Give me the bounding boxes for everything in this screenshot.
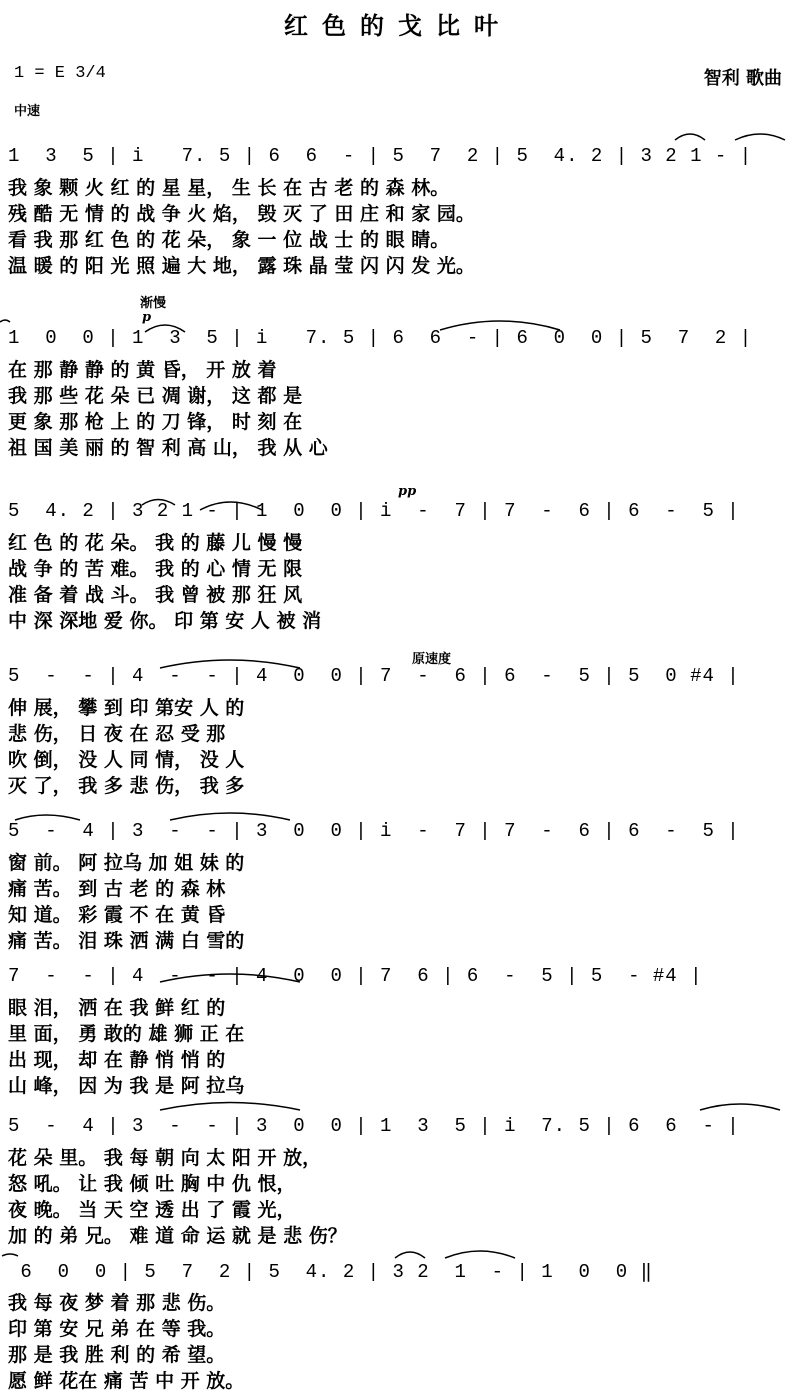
lyric-line: 我 每 夜 梦 着 那 悲 伤。	[8, 1292, 226, 1314]
lyric-line: 我 那 些 花 朵 已 凋 谢， 这 都 是	[8, 385, 303, 407]
lyric-line: 悲 伤， 日 夜 在 忍 受 那	[8, 723, 226, 745]
tempo-mark-rit: 渐慢	[140, 296, 167, 311]
lyric-line: 看 我 那 红 色 的 花 朵， 象 一 位 战 士 的 眼 睛。	[8, 229, 450, 251]
lyric-line: 在 那 静 静 的 黄 昏， 开 放 着	[8, 359, 277, 381]
lyric-line: 准 备 着 战 斗。 我 曾 被 那 狂 风	[8, 584, 303, 606]
lyric-line: 温 暖 的 阳 光 照 遍 大 地， 露 珠 晶 莹 闪 闪 发 光。	[8, 255, 475, 277]
tempo-mark-a-tempo: 原速度	[412, 652, 452, 667]
key-signature: 1 = E 3/4	[14, 64, 106, 83]
lyric-line: 我 象 颗 火 红 的 星 星， 生 长 在 古 老 的 森 林。	[8, 177, 450, 199]
lyric-line: 吹 倒， 没 人 同 情， 没 人	[8, 749, 245, 771]
lyric-line: 夜 晚。 当 天 空 透 出 了 霞 光，	[8, 1199, 296, 1221]
lyric-line: 里 面， 勇 敢的 雄 狮 正 在	[8, 1023, 245, 1045]
lyric-line: 印 第 安 兄 弟 在 等 我。	[8, 1318, 226, 1340]
lyric-line: 知 道。 彩 霞 不 在 黄 昏	[8, 904, 226, 926]
dynamic-pp: pp	[398, 484, 417, 499]
notation-line: 1 0 0 | 1 3 5 | i 7. 5 | 6 6 - | 6 0 0 | 5 7 2 |	[8, 327, 753, 349]
lyric-line: 痛 苦。 泪 珠 洒 满 白 雪的	[8, 930, 245, 952]
lyric-line: 残 酷 无 情 的 战 争 火 焰， 毁 灭 了 田 庄 和 家 园。	[8, 203, 475, 225]
notation-line: 7 - - | 4 - - | 4 0 0 | 7 6 | 6 - 5 | 5 - #4 |	[8, 965, 703, 987]
lyric-line: 战 争 的 苦 难。 我 的 心 情 无 限	[8, 558, 303, 580]
lyric-line: 花 朵 里。 我 每 朝 向 太 阳 开 放，	[8, 1147, 322, 1169]
lyric-line: 加 的 弟 兄。 难 道 命 运 就 是 悲 伤？	[8, 1225, 347, 1247]
lyric-line: 痛 苦。 到 古 老 的 森 林	[8, 878, 226, 900]
lyric-line: 眼 泪， 洒 在 我 鲜 红 的	[8, 997, 226, 1019]
notation-line: 5 4. 2 | 3 2 1 - | 1 0 0 | i - 7 | 7 - 6 | 6 - 5 |	[8, 500, 740, 522]
lyric-line: 祖 国 美 丽 的 智 利 高 山， 我 从 心	[8, 437, 328, 459]
lyric-line: 怒 吼。 让 我 倾 吐 胸 中 仇 恨，	[8, 1173, 296, 1195]
lyric-line: 愿 鲜 花在 痛 苦 中 开 放。	[8, 1370, 245, 1392]
lyric-line: 红 色 的 花 朵。 我 的 藤 儿 慢 慢	[8, 532, 303, 554]
lyric-line: 灭 了， 我 多 悲 伤， 我 多	[8, 775, 245, 797]
notation-line: 6 0 0 | 5 7 2 | 5 4. 2 | 3 2 1 - | 1 0 0 ‖	[8, 1261, 653, 1283]
lyric-line: 出 现， 却 在 静 悄 悄 的	[8, 1049, 226, 1071]
lyric-line: 更 象 那 枪 上 的 刀 锋， 时 刻 在	[8, 411, 303, 433]
notation-line: 5 - - | 4 - - | 4 0 0 | 7 - 6 | 6 - 5 | 5 0 #4 |	[8, 665, 740, 687]
notation-line: 1 3 5 | i 7. 5 | 6 6 - | 5 7 2 | 5 4. 2 | 3 2 1 - |	[8, 145, 753, 167]
lyric-line: 那 是 我 胜 利 的 希 望。	[8, 1344, 226, 1366]
tempo-mark-start: 中速	[14, 104, 41, 119]
notation-line: 5 - 4 | 3 - - | 3 0 0 | 1 3 5 | i 7. 5 | 6 6 - |	[8, 1115, 740, 1137]
song-title: 红色的戈比叶	[284, 11, 512, 40]
composer-credit: 智利 歌曲	[703, 68, 782, 89]
lyric-line: 窗 前。 阿 拉乌 加 姐 妹 的	[8, 852, 245, 874]
lyric-line: 山 峰， 因 为 我 是 阿 拉乌	[8, 1075, 245, 1097]
dynamic-p: p	[142, 310, 152, 325]
lyric-line: 中 深 深地 爱 你。 印 第 安 人 被 消	[8, 610, 322, 632]
lyric-line: 伸 展， 攀 到 印 第安 人 的	[8, 697, 245, 719]
notation-line: 5 - 4 | 3 - - | 3 0 0 | i - 7 | 7 - 6 | 6 - 5 |	[8, 820, 740, 842]
